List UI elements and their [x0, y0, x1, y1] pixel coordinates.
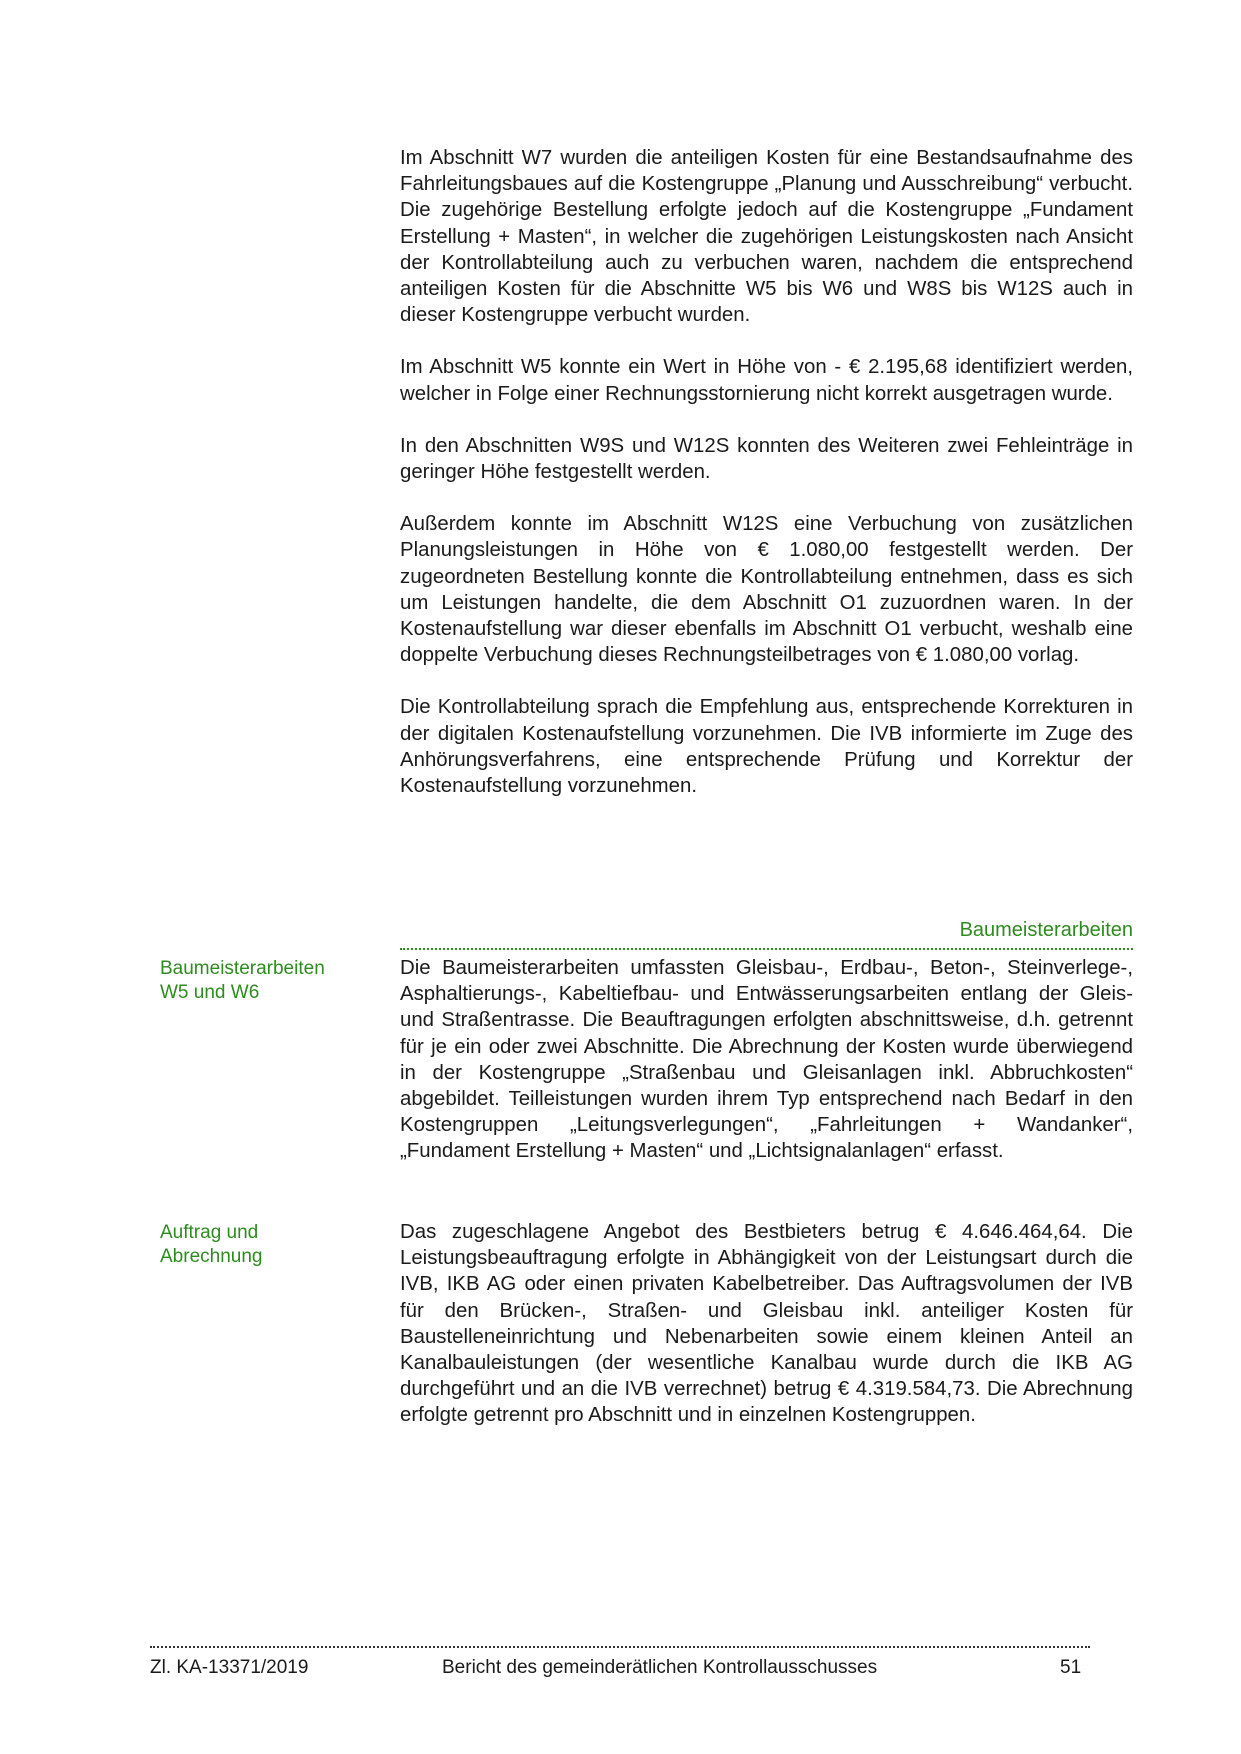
paragraph-baumeister: Die Baumeisterarbeiten umfassten Gleisbau-, Erdbau-, Beton-, Steinverlege-, Asphaltierungs-, Kabeltiefbau- und Entwässerungsarbeiten entlang der Gleis- und Straßentrasse. Die Beauftragungen erfolgten abschnittsweise, d.h. getrennt für je ein oder zwei Abschnitte. Die Abrechnung der Kosten wurde überwiegend in der Kostengruppe „Straßenbau und Gleisanlagen inkl. Abbruchkosten“ abgebildet. Teilleistungen wurden ihrem Typ entsprechend nach Bedarf in den Kostengruppen „Leitungsverlegungen“, „Fahrleitungen + Wandanker“, „Fundament Erstellung + Masten“ und „Lichtsignalanlagen“ erfasst.: [400, 957, 1133, 1163]
margin-label-line: Abrechnung: [160, 1246, 263, 1267]
margin-label-line: W5 und W6: [160, 982, 260, 1003]
page-number: 51: [1060, 1657, 1082, 1678]
paragraph-empfehlung: Die Kontrollabteilung sprach die Empfehlung aus, entsprechende Korrekturen in der digitalen Kostenaufstellung vorzunehmen. Die IVB informierte im Zuge des Anhörungsverfahrens, eine entsprechende Prüfung und Korrektur der Kostenaufstellung vorzunehmen.: [400, 696, 1133, 798]
paragraph-w9s-w12s: In den Abschnitten W9S und W12S konnten des Weiteren zwei Fehleinträge in geringer Höhe festgestellt werden.: [400, 434, 1133, 484]
margin-label-line: Baumeisterarbeiten: [160, 958, 325, 979]
paragraph-w12s-planung: Außerdem konnte im Abschnitt W12S eine Verbuchung von zusätzlichen Planungsleistungen in Höhe von € 1.080,00 festgestellt werden. Der zugeordneten Bestellung konnte die Kontrollabteilung entnehmen, dass es sich um Leistungen handelte, die dem Abschnitt O1 zuzuordnen waren. In der Kostenaufstellung war dieser ebenfalls im Abschnitt O1 verbucht, weshalb eine doppelte Verbuchung dieses Rechnungsteilbetrages von € 1.080,00 vorlag.: [400, 513, 1133, 667]
section-heading: Baumeisterarbeiten: [400, 918, 1133, 950]
footer-reference: Zl. KA-13371/2019: [150, 1657, 309, 1678]
margin-label-auftrag: [160, 1221, 370, 1269]
footer-divider: [150, 1646, 1090, 1648]
section-paragraph-auftrag: [400, 1219, 1133, 1455]
paragraph-auftrag: Das zugeschlagene Angebot des Bestbieters betrug € 4.646.464,64. Die Leistungsbeauftragung erfolgte in Abhängigkeit von der Leistungsart durch die IVB, IKB AG oder einen privaten Kabelbetreiber. Das Auftragsvolumen der IVB für den Brücken-, Straßen- und Gleisbau inkl. anteiliger Kosten für Baustelleneinrichtung und Nebenarbeiten sowie einem kleinen Anteil an Kanalbauleistungen (der wesentliche Kanalbau wurde durch die IKB AG durchgeführt und an die IVB verrechnet) betrug € 4.319.584,73. Die Abrechnung erfolgte getrennt pro Abschnitt und in einzelnen Kostengruppen.: [400, 1221, 1133, 1427]
paragraph-w5: Im Abschnitt W5 konnte ein Wert in Höhe von - € 2.195,68 identifiziert werden, welcher in Folge einer Rechnungsstornierung nicht korrekt ausgetragen wurde.: [400, 356, 1133, 405]
footer-title: Bericht des gemeinderätlichen Kontrollausschusses: [442, 1657, 878, 1678]
paragraph-w7: Im Abschnitt W7 wurden die anteiligen Kosten für eine Bestandsaufnahme des Fahrleitungsbaues auf die Kostengruppe „Planung und Ausschreibung“ verbucht. Die zugehörige Bestellung erfolgte jedoch auf die Kostengruppe „Fundament Erstellung + Masten“, in welcher die zugehörigen Leistungskosten nach Ansicht der Kontrollabteilung auch zu verbuchen waren, nachdem die entsprechend anteiligen Kosten für die Abschnitte W5 bis W6 und W8S bis W12S auch in dieser Kostengruppe verbucht wurden.: [400, 147, 1133, 327]
margin-label-line: Auftrag und: [160, 1222, 259, 1243]
body-text-column: [400, 145, 1133, 825]
section-paragraph-w5-w6: [400, 955, 1133, 1191]
margin-label-w5-w6: [160, 957, 370, 1005]
